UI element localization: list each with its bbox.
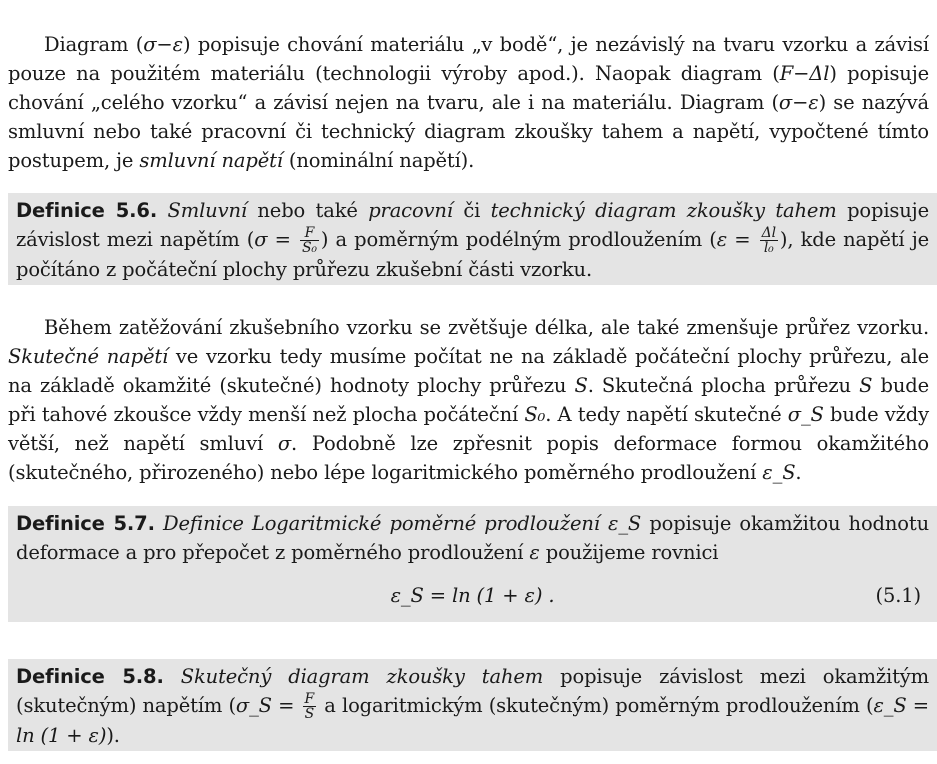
math: S xyxy=(574,374,588,397)
definition-label: Definice 5.7. xyxy=(16,512,155,535)
text: popisuje závislost mezi napětím ( xyxy=(16,199,929,251)
definition-label: Definice 5.6. xyxy=(16,199,158,222)
text: a logaritmickým (skutečným) poměrným prodloužením ( xyxy=(318,694,874,717)
text: či xyxy=(452,199,491,222)
math: ε_S = ln (1 + ε) xyxy=(16,694,929,747)
math: σ−ε xyxy=(143,33,183,56)
paragraph-1 xyxy=(8,30,929,175)
equation-number: (5.1) xyxy=(875,584,921,607)
math: S xyxy=(859,374,873,397)
math: ε xyxy=(529,541,540,564)
text: ) popisuje chování „celého vzorku“ a závisí nejen na tvaru, ale i na materiálu. Diagram ( xyxy=(8,62,930,114)
text: nebo také xyxy=(246,199,369,222)
paragraph-2 xyxy=(8,313,929,487)
italic-term: Definice Logaritmické poměrné prodloužení xyxy=(163,512,609,535)
fraction-denominator: S xyxy=(304,706,315,722)
fraction-F-over-S0 xyxy=(300,226,319,255)
math: σ_S xyxy=(787,403,824,426)
italic-term: smluvní napětí xyxy=(139,149,283,172)
text: Během zatěžování zkušebního vzorku se zvětšuje délka, ale také zmenšuje průřez vzorku. xyxy=(44,316,929,339)
text: . Podobně lze zpřesnit popis deformace formou okamžitého (skutečného, přirozeného) nebo lépe logaritmického poměrného prodloužení xyxy=(8,432,930,484)
fraction-numerator: F xyxy=(304,691,315,707)
definition-5-6 xyxy=(8,193,937,285)
fraction-dl-over-l0 xyxy=(760,226,778,255)
text: ), kde napětí je počítáno z počáteční plochy průřezu zkušební části vzorku. xyxy=(16,228,929,281)
text: . xyxy=(795,461,802,484)
math: S₀ xyxy=(524,403,546,426)
text: . Skutečná plocha průřezu xyxy=(587,374,860,397)
math: σ_S = xyxy=(235,694,301,717)
text: . A tedy napětí skutečné xyxy=(545,403,788,426)
italic-term: pracovní xyxy=(368,199,453,222)
text: ) a poměrným podélným prodloužením ( xyxy=(320,228,717,251)
text: použijeme rovnici xyxy=(539,541,719,564)
italic-term: Smluvní xyxy=(167,199,247,222)
fraction-denominator: S₀ xyxy=(301,240,317,256)
italic-term: Skutečný diagram zkoušky tahem xyxy=(180,665,544,688)
italic-term: technický diagram zkoušky tahem xyxy=(490,199,837,222)
fraction-denominator: l₀ xyxy=(763,240,774,256)
text: Diagram ( xyxy=(44,33,144,56)
math: σ−ε xyxy=(778,91,819,114)
text: bude při tahové zkoušce vždy menší než plocha počáteční xyxy=(8,374,929,426)
math: ε_S xyxy=(762,461,796,484)
text: ) popisuje chování materiálu „v bodě“, je nezávislý na tvaru vzorku a závisí pouze na použitém materiálu (technologii výroby apod.). Naopak diagram ( xyxy=(8,33,929,85)
definition-label: Definice 5.8. xyxy=(16,665,164,688)
italic-term: Skutečné napětí xyxy=(8,345,169,368)
fraction-F-over-S xyxy=(303,692,317,721)
definition-5-8 xyxy=(8,659,937,751)
text: popisuje závislost mezi okamžitým (skutečným) napětím ( xyxy=(16,665,929,717)
text: ve vzorku tedy musíme počítat ne na základě počáteční plochy průřezu, ale na základě okamžité (skutečné) hodnoty plochy průřezu xyxy=(8,345,929,397)
text: bude vždy větší, než napětí smluví xyxy=(8,403,929,455)
equation: ε_S = ln (1 + ε) . xyxy=(390,584,555,607)
text: ) se nazývá smluvní nebo také pracovní či technický diagram zkoušky tahem a napětí, vypočtené tímto postupem, je xyxy=(8,91,929,172)
math: σ = xyxy=(254,228,298,251)
fraction-numerator: Δl xyxy=(761,225,776,241)
fraction-numerator: F xyxy=(300,226,319,241)
text: popisuje okamžitou hodnotu deformace a pro přepočet z poměrného prodloužení xyxy=(16,512,929,564)
math: σ xyxy=(277,432,292,455)
math: ε_S xyxy=(608,512,642,535)
equation-row xyxy=(16,567,929,625)
math: F−Δl xyxy=(779,62,830,85)
math: ε = xyxy=(716,228,758,251)
text: (nominální napětí). xyxy=(282,149,475,172)
text: ). xyxy=(106,724,120,747)
definition-5-7 xyxy=(8,506,937,622)
